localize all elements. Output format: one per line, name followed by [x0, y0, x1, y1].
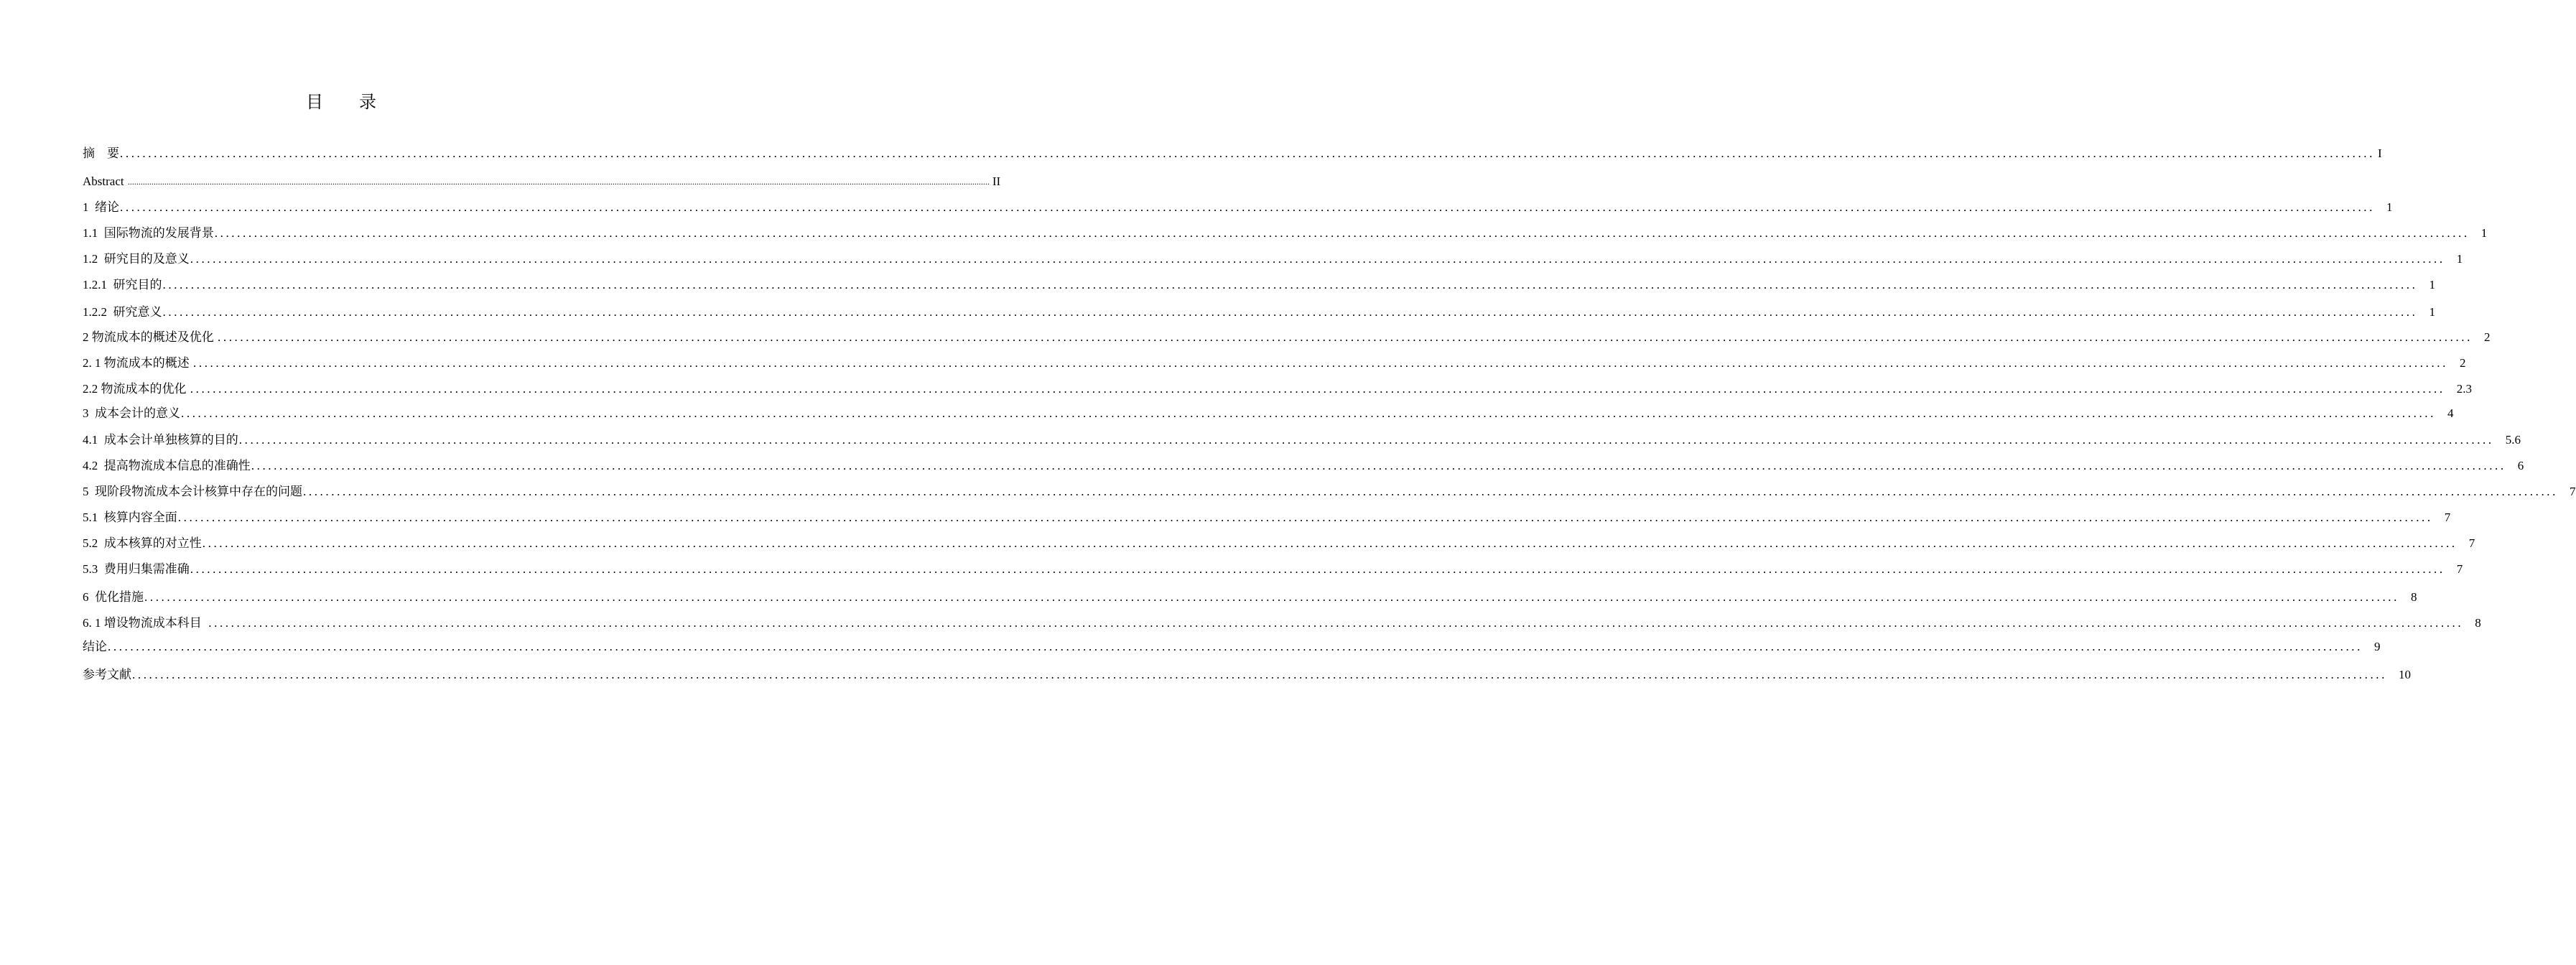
- toc-entry-page: 9: [2374, 640, 2381, 653]
- toc-entry-page: 1: [2386, 200, 2393, 214]
- toc-entry[interactable]: [83, 639, 2381, 655]
- dot-leader: ................................................................................................................................................................................................................................................................................................................................................................................................................: [177, 511, 2433, 524]
- dot-leader: ................................................................................................................................................................................................................................................................................................................................................................................................................: [193, 356, 2448, 370]
- toc-entry-label: 摘 要: [83, 146, 119, 160]
- dot-leader: ................................................................................................................................................................................................................................................................................................................................................................................................................: [208, 616, 2464, 630]
- dot-leader: ................................................................................................................................................................................................................................................................................................................................................................................................................: [181, 406, 2436, 420]
- toc-entry-page: II: [992, 174, 1001, 188]
- toc-entry-page: 8: [2411, 590, 2417, 604]
- toc-entry-label: 5 现阶段物流成本会计核算中存在的问题: [83, 485, 302, 498]
- toc-entry-label: 1.2 研究目的及意义: [83, 252, 190, 266]
- toc-entry-label: 6 优化措施: [83, 590, 144, 604]
- toc-entry-label: 3 成本会计的意义: [83, 406, 180, 420]
- dot-leader: ................................................................................................................................................................................................................................................................................................................................................................................................................: [127, 177, 990, 187]
- toc-entry-page: 4: [2447, 406, 2454, 420]
- toc-entry[interactable]: [83, 432, 2521, 448]
- toc-entry-page: 7: [2444, 511, 2451, 524]
- toc-entry[interactable]: [83, 355, 2466, 371]
- toc-entry[interactable]: [83, 615, 2481, 631]
- toc-entry[interactable]: [83, 330, 2491, 345]
- dot-leader: ................................................................................................................................................................................................................................................................................................................................................................................................................: [108, 640, 2363, 653]
- dot-leader: ................................................................................................................................................................................................................................................................................................................................................................................................................: [190, 562, 2445, 576]
- toc-entry-page: 2.3: [2456, 382, 2472, 396]
- toc-entry[interactable]: [83, 225, 2488, 241]
- toc-entry-label: 2 物流成本的概述及优化: [83, 330, 217, 344]
- toc-entry-page: 7: [2468, 536, 2475, 550]
- toc-entry[interactable]: [83, 589, 2417, 605]
- toc-title: 目 录: [306, 93, 392, 112]
- dot-leader: ................................................................................................................................................................................................................................................................................................................................................................................................................: [132, 668, 2387, 681]
- toc-entry[interactable]: [83, 277, 2435, 293]
- toc-entry-label: 6. 1 增设物流成本科目: [83, 616, 208, 630]
- toc-entry[interactable]: [83, 458, 2524, 474]
- dot-leader: ................................................................................................................................................................................................................................................................................................................................................................................................................: [238, 433, 2494, 447]
- toc-entry-label: 1.2.2 研究意义: [83, 305, 162, 319]
- dot-leader: ................................................................................................................................................................................................................................................................................................................................................................................................................: [218, 330, 2473, 344]
- toc-entry-label: 1.1 国际物流的发展背景: [83, 226, 214, 240]
- toc-entry-page: 2: [2460, 356, 2466, 370]
- toc-entry-label: 参考文献: [83, 668, 131, 681]
- dot-leader: ................................................................................................................................................................................................................................................................................................................................................................................................................: [303, 485, 2558, 498]
- dot-leader: ................................................................................................................................................................................................................................................................................................................................................................................................................: [214, 226, 2470, 240]
- dot-leader: ................................................................................................................................................................................................................................................................................................................................................................................................................: [162, 278, 2418, 292]
- toc-entry[interactable]: [83, 510, 2451, 526]
- toc-entry-page: I: [2378, 146, 2382, 160]
- toc-entry-label: Abstract: [83, 174, 127, 188]
- dot-leader: ................................................................................................................................................................................................................................................................................................................................................................................................................: [120, 146, 2375, 160]
- dot-leader: ................................................................................................................................................................................................................................................................................................................................................................................................................: [190, 382, 2445, 396]
- dot-leader: ................................................................................................................................................................................................................................................................................................................................................................................................................: [202, 536, 2458, 550]
- toc-entry-page: 7: [2570, 485, 2576, 498]
- toc-entry[interactable]: [83, 251, 2463, 267]
- toc-entry-page: 5.6: [2505, 433, 2521, 447]
- toc-entry-page: 8: [2475, 616, 2481, 630]
- toc-entry-label: 4.2 提高物流成本信息的准确性: [83, 459, 251, 472]
- toc-entry-page: 1: [2456, 252, 2463, 266]
- dot-leader: ................................................................................................................................................................................................................................................................................................................................................................................................................: [251, 459, 2506, 472]
- toc-entry-page: 1: [2480, 226, 2488, 240]
- toc-entry[interactable]: [83, 484, 2576, 500]
- toc-entry-label: 2. 1 物流成本的概述: [83, 356, 192, 370]
- toc-entry-label: 4.1 成本会计单独核算的目的: [83, 433, 238, 447]
- toc-entry[interactable]: [83, 536, 2475, 551]
- toc-entry-label: 1 绪论: [83, 200, 119, 214]
- toc-entry-page: 2: [2484, 330, 2491, 344]
- toc-entry[interactable]: [83, 667, 2411, 683]
- toc-entry[interactable]: [83, 146, 2382, 162]
- toc-entry-label: 1.2.1 研究目的: [83, 278, 162, 292]
- toc-entry-label: 5.1 核算内容全面: [83, 511, 177, 524]
- toc-entry[interactable]: [83, 174, 1001, 190]
- toc-entry-page: 10: [2399, 668, 2411, 681]
- toc-entry[interactable]: [83, 406, 2454, 421]
- toc-entry-page: 1: [2429, 278, 2435, 292]
- toc-entry-label: 2.2 物流成本的优化: [83, 382, 190, 396]
- dot-leader: ................................................................................................................................................................................................................................................................................................................................................................................................................: [120, 200, 2375, 214]
- toc-entry-label: 5.2 成本核算的对立性: [83, 536, 202, 550]
- toc-entry[interactable]: [83, 561, 2463, 577]
- dot-leader: ................................................................................................................................................................................................................................................................................................................................................................................................................: [190, 252, 2445, 266]
- toc-entry-page: 6: [2517, 459, 2524, 472]
- toc-entry-page: 1: [2429, 305, 2435, 319]
- dot-leader: ................................................................................................................................................................................................................................................................................................................................................................................................................: [162, 305, 2418, 319]
- toc-entry-label: 5.3 费用归集需准确: [83, 562, 190, 576]
- toc-entry[interactable]: [83, 200, 2393, 215]
- toc-entry[interactable]: [83, 304, 2435, 320]
- toc-entry-page: 7: [2456, 562, 2463, 576]
- toc-entry[interactable]: [83, 381, 2472, 397]
- toc-entry-label: 结论: [83, 640, 107, 653]
- dot-leader: ................................................................................................................................................................................................................................................................................................................................................................................................................: [144, 590, 2399, 604]
